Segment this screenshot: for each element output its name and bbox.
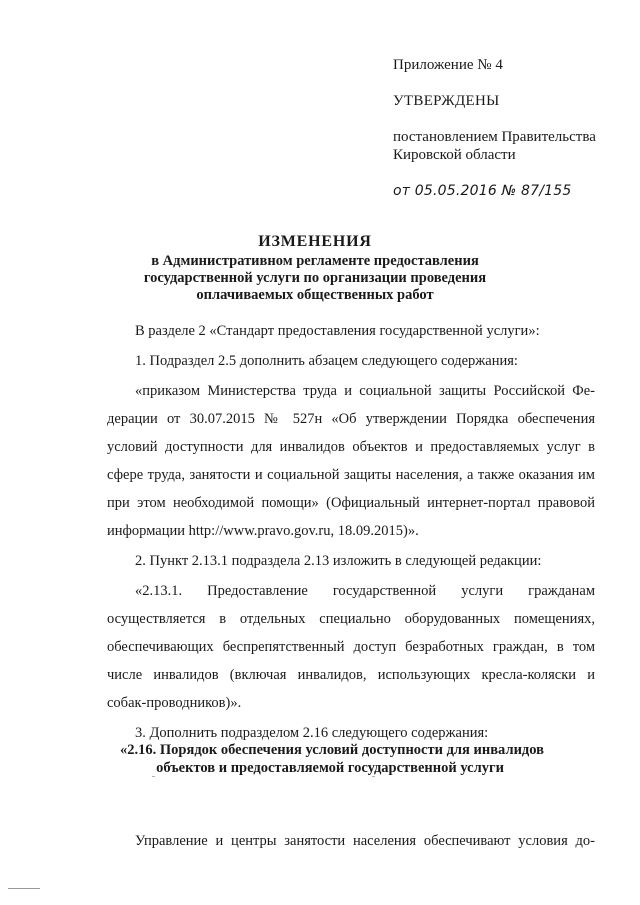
decree-line-1: постановлением Правительства [393, 129, 596, 145]
paragraph-order-line: сфере труда, занятости и социальной защиты населения, а также оказания им [107, 467, 595, 483]
decree-date-handwritten: от 05.05.2016 № 87/155 [393, 183, 572, 199]
paragraph-2131-line: числе инвалидов (включая инвалидов, использующих кресла-коляски и [107, 667, 595, 683]
paragraph-last-line: Управление и центры занятости населения обеспечивают условия до- [135, 833, 595, 849]
decree-line-2: Кировской области [393, 147, 516, 163]
title-line-3: оплачиваемых общественных работ [196, 287, 434, 303]
paragraph-order-line: при этом необходимой помощи» (Официальный интернет-портал правовой [107, 495, 595, 511]
paragraph-order-line: условий доступности для инвалидов объектов и предоставляемых услуг в [107, 439, 595, 455]
scan-speck [152, 776, 155, 777]
title-main: ИЗМЕНЕНИЯ [258, 233, 372, 250]
title-line-2: государственной услуги по организации проведения [143, 270, 487, 286]
paragraph-order-line: дерации от 30.07.2015 № 527н «Об утверждении Порядка обеспечения [107, 411, 595, 427]
paragraph-item-3: 3. Дополнить подразделом 2.16 следующего содержания: [135, 725, 489, 741]
subsection-title-line-2: объектов и предоставляемой государственной услуги [156, 760, 504, 776]
subsection-2-16-title [120, 741, 544, 777]
document-title [100, 233, 530, 304]
appendix-label: Приложение № 4 [393, 57, 503, 73]
paragraph-2131-line: собак-проводников)». [107, 695, 242, 711]
paragraph-order-line: информации http://www.pravo.gov.ru, 18.09.2015)». [107, 523, 419, 539]
paragraph-section-2: В разделе 2 «Стандарт предоставления государственной услуги»: [135, 323, 540, 339]
paragraph-2131-line: «2.13.1. Предоставление государственной услуги гражданам [135, 583, 595, 599]
footer-rule [8, 888, 40, 889]
approved-label: УТВЕРЖДЕНЫ [393, 93, 500, 109]
paragraph-item-1: 1. Подраздел 2.5 дополнить абзацем следующего содержания: [135, 353, 518, 369]
scan-speck [372, 776, 375, 777]
paragraph-order-line: «приказом Министерства труда и социальной защиты Российской Фе- [135, 383, 595, 399]
paragraph-item-2: 2. Пункт 2.13.1 подраздела 2.13 изложить в следующей редакции: [135, 553, 542, 569]
subsection-title-line-1: «2.16. Порядок обеспечения условий доступности для инвалидов [120, 742, 544, 758]
paragraph-2131-line: обеспечивающих беспрепятственный доступ безработных граждан, в том [107, 639, 595, 655]
paragraph-2131-line: осуществляется в отдельных специально оборудованных помещениях, [107, 611, 595, 627]
title-line-1: в Административном регламенте предоставления [151, 253, 479, 269]
